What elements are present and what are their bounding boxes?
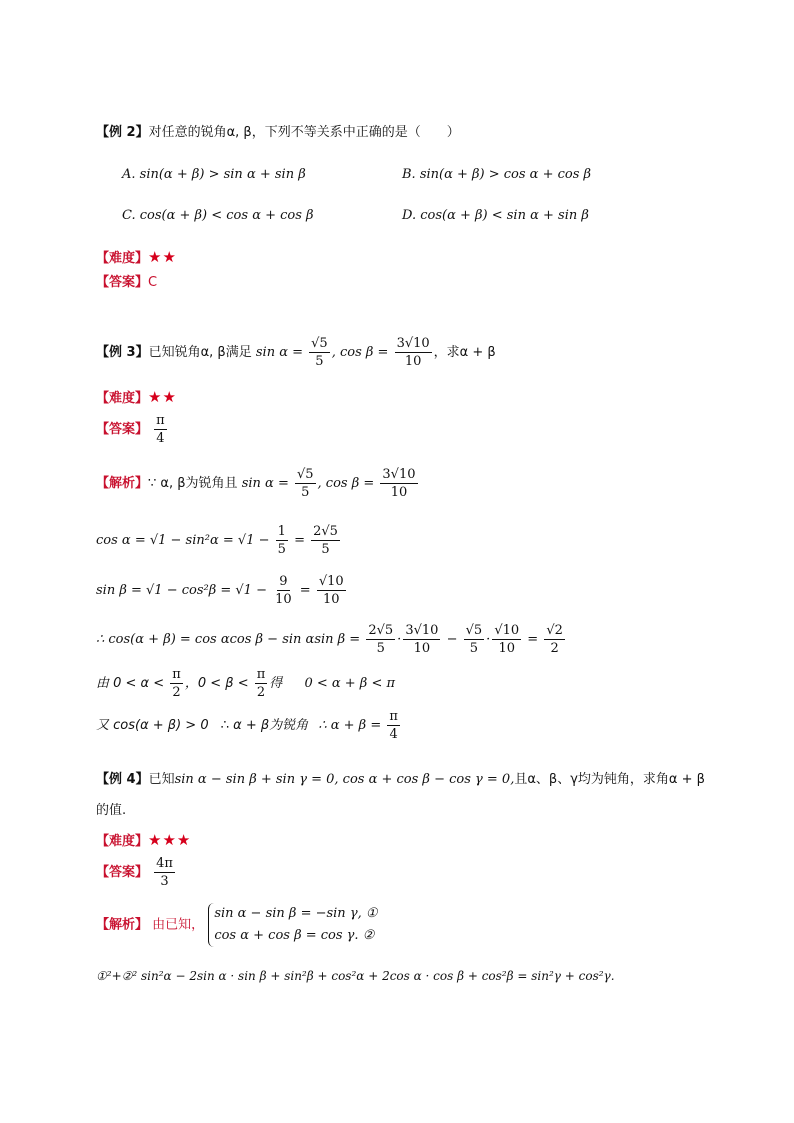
example-2-question-text: 对任意的锐角α, β，下列不等关系中正确的是（ ） — [148, 125, 460, 140]
option-a: A. sin(α + β) > sin α + sin β — [122, 167, 306, 182]
difficulty-stars-icon: ★★ — [148, 388, 177, 406]
equation-system — [208, 903, 377, 947]
question-equations: sin α − sin β + sin γ = 0, cos α + cos β − cos γ = 0, — [174, 772, 515, 787]
answer-value: C — [148, 275, 158, 290]
conclusion-text: ∴ α + β = — [318, 718, 382, 733]
dot: · — [397, 632, 402, 647]
answer-fraction: $\frac{\pi}{4}$ — [156, 413, 165, 446]
answer-fraction: $\frac{4\pi}{3}$ — [156, 856, 173, 889]
range-text: 得 — [269, 676, 283, 691]
fraction: $\frac{3√10}{10}$ — [396, 336, 430, 369]
example-3-answer — [96, 412, 169, 447]
fraction: $\frac{2√5}{5}$ — [368, 623, 394, 656]
option-d: D. cos(α + β) < sin α + sin β — [402, 208, 589, 223]
difficulty-stars-icon: ★★ — [148, 248, 177, 266]
example-3-question — [96, 335, 496, 370]
formula-text: ∴ cos(α + β) = cos αcos β − sin αsin β = — [96, 632, 361, 647]
analysis-label: 【解析】 — [96, 917, 149, 933]
sin-alpha: sin α = — [255, 345, 303, 360]
fraction: $\frac{√10}{10}$ — [494, 623, 520, 656]
dot: · — [486, 632, 491, 647]
example-4-label: 【例 4】 — [96, 772, 149, 787]
range-text: 由 0 < α < — [96, 676, 165, 691]
analysis-line-4 — [96, 622, 567, 657]
option-c: C. cos(α + β) < cos α + cos β — [122, 208, 314, 223]
fraction: $\frac{\pi}{2}$ — [256, 667, 266, 700]
fraction: $\frac{2√5}{5}$ — [313, 524, 338, 557]
fraction: $\frac{√5}{5}$ — [296, 467, 314, 500]
question-text: 已知 — [148, 772, 175, 787]
example-3-difficulty — [96, 387, 177, 409]
fraction: $\frac{√5}{5}$ — [311, 336, 328, 369]
fraction: $\frac{3√10}{10}$ — [405, 623, 439, 656]
analysis-text: 由已知， — [152, 917, 205, 933]
example-2-answer — [96, 273, 157, 293]
range-result: 0 < α + β < π — [304, 676, 396, 691]
question-tail: ，求α + β — [433, 345, 496, 360]
option-b: B. sin(α + β) > cos α + cos β — [402, 167, 592, 182]
analysis-label: 【解析】 — [96, 476, 149, 491]
fraction: $\frac{√2}{2}$ — [546, 623, 563, 656]
range-text: ，0 < β < — [184, 676, 249, 691]
analysis-final-line: ①²+②² sin²α − 2sin α · sin β + sin²β + cos²α + 2cos α · cos β + cos²β = sin²γ + cos²γ. — [96, 969, 615, 983]
analysis-line-1 — [96, 466, 420, 501]
conclusion-text: 又 cos(α + β) > 0 — [96, 718, 209, 733]
analysis-line-5 — [96, 666, 395, 701]
example-4-question — [96, 770, 705, 790]
fraction: $\frac{\pi}{4}$ — [389, 709, 398, 742]
equals: = — [299, 583, 311, 598]
analysis-line-6 — [96, 708, 402, 743]
example-3-question-text: 已知锐角α, β满足 — [148, 345, 252, 360]
formula-text: cos α = √1 − sin²α = √1 − — [96, 533, 270, 548]
cos-beta: , cos β = — [317, 476, 375, 491]
example-4-difficulty — [96, 830, 191, 852]
equals: = — [527, 632, 539, 647]
difficulty-label: 【难度】 — [96, 391, 149, 406]
difficulty-label: 【难度】 — [96, 834, 149, 849]
difficulty-stars-icon: ★★★ — [148, 831, 192, 849]
difficulty-label: 【难度】 — [96, 251, 149, 266]
fraction: $\frac{1}{5}$ — [277, 524, 286, 557]
fraction: $\frac{√10}{10}$ — [318, 574, 344, 607]
fraction: $\frac{√5}{5}$ — [465, 623, 483, 656]
question-text: 且α、β、γ均为钝角，求角α + β — [514, 772, 705, 787]
answer-label: 【答案】 — [96, 422, 149, 437]
answer-label: 【答案】 — [96, 865, 149, 880]
equation-2: cos α + cos β = cos γ. ② — [214, 928, 375, 943]
minus: − — [446, 632, 458, 647]
example-2-difficulty — [96, 247, 177, 269]
fraction: $\frac{9}{10}$ — [275, 574, 292, 607]
cos-beta: , cos β = — [331, 345, 389, 360]
equation-1: sin α − sin β = −sin γ, ① — [214, 906, 378, 921]
example-4-analysis — [96, 903, 378, 947]
formula-text: sin β = √1 − cos²β = √1 − — [96, 583, 267, 598]
analysis-text: ∵ α, β为锐角且 — [148, 476, 238, 491]
example-3-label: 【例 3】 — [96, 345, 149, 360]
example-4-answer — [96, 855, 177, 890]
example-2-question — [96, 123, 460, 143]
example-2-label: 【例 2】 — [96, 125, 149, 140]
answer-label: 【答案】 — [96, 275, 149, 290]
fraction: $\frac{\pi}{2}$ — [172, 667, 181, 700]
sin-alpha: sin α = — [241, 476, 289, 491]
equals: = — [294, 533, 305, 548]
fraction: $\frac{3√10}{10}$ — [382, 467, 416, 500]
analysis-line-2 — [96, 523, 342, 558]
example-4-question-line-2: 的值. — [96, 803, 127, 818]
analysis-line-3 — [96, 573, 348, 608]
conclusion-text: ∴ α + β为锐角 — [220, 718, 309, 733]
